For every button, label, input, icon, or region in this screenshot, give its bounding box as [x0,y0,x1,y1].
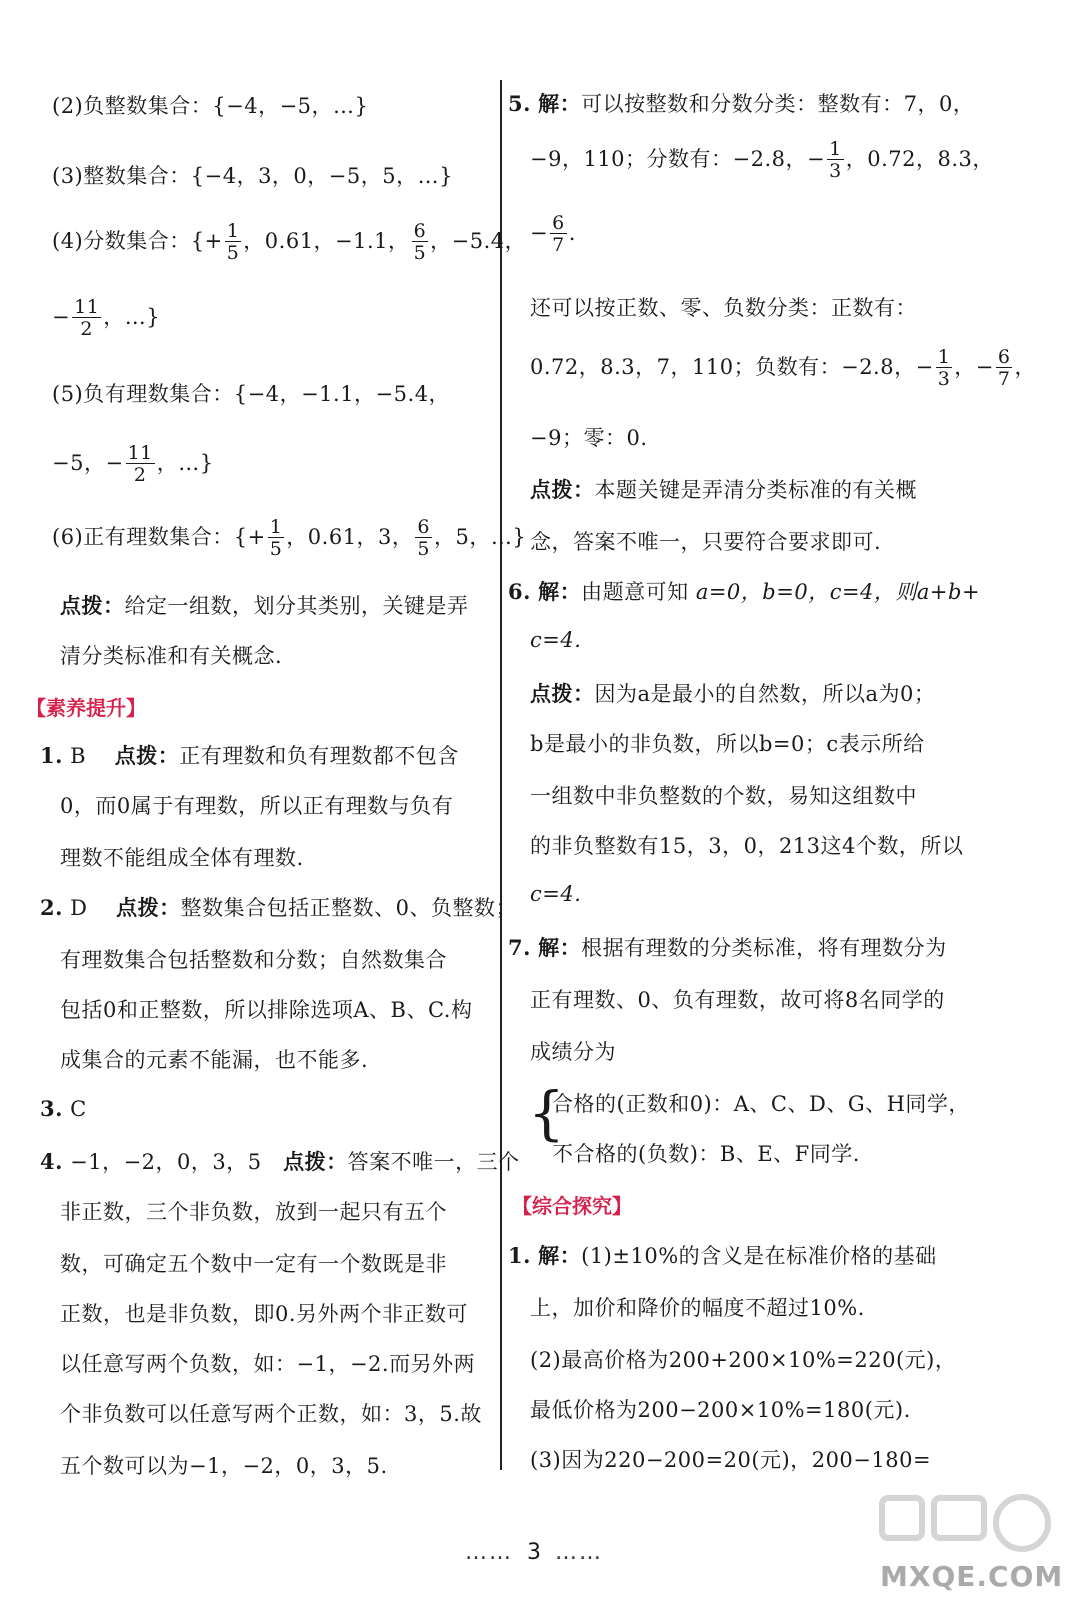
exploration-1-line-5: (3)因为220−200=20(元)，200−180= [530,1448,932,1472]
numerator: 1 [269,516,283,538]
text: ， [1014,355,1036,379]
question-number: 4. [40,1149,63,1174]
answer: C [70,1097,87,1121]
question-6 [508,576,980,606]
denominator: 5 [226,242,240,264]
denominator: 5 [269,538,283,560]
hint-line-2: 清分类标准和有关概念. [60,644,283,668]
answer-5-negative-rationals: (5)负有理数集合：{−4，−1.1，−5.4， [52,382,451,406]
question-5-hint [530,474,917,504]
solution-label: 解： [538,91,582,116]
question-2-line-2: 有理数集合包括整数和分数；自然数集合 [60,948,447,972]
question-5-hint-line-2: 念，答案不唯一，只要符合要求即可. [530,530,882,554]
answer-4-fractions [52,222,526,263]
text: ，…} [156,451,214,475]
question-4-line-5: 以任意写两个负数，如：−1，−2.而另外两 [60,1352,476,1376]
text: (6)正有理数集合：{+ [52,525,266,549]
fraction-1-5 [268,518,285,559]
question-number: 1. [40,743,63,768]
text: (1)±10%的含义是在标准价格的基础 [581,1244,937,1268]
denominator: 5 [417,538,431,560]
text: (4)分数集合：{+ [52,229,223,253]
question-1-line-3: 理数不能组成全体有理数. [60,846,304,870]
text: 0.72，8.3，7，110；负数有：−2.8，− [530,355,934,379]
question-6-hint-line-3: 一组数中非负整数的个数，易知这组数中 [530,784,917,808]
answer-3-integers: (3)整数集合：{−4，3，0，−5，5，…} [52,164,453,188]
solution-label: 解： [538,935,582,960]
numerator: 11 [127,442,153,464]
dots-left: …… [465,1540,513,1565]
numerator: 1 [226,220,240,242]
denominator: 7 [997,368,1011,390]
fraction-11-2 [72,298,101,339]
watermark-text: MXQE.COM [880,1560,1064,1593]
denominator: 3 [937,368,951,390]
answer: D [70,896,88,920]
hint-text: 答案不唯一，三个 [347,1150,520,1174]
question-3 [40,1096,87,1121]
question-6-hint-line-5: c=4. [530,882,582,906]
numerator: 6 [997,346,1011,368]
answer: B [70,744,87,768]
solution-label: 解： [538,1243,582,1268]
denominator: 5 [413,242,427,264]
fraction-6-5 [412,222,429,263]
text: ，− [954,355,994,379]
text: − [530,221,549,245]
denominator: 3 [829,160,842,182]
question-5-line-4: 还可以按正数、零、负数分类：正数有： [530,296,917,320]
hint-line-1 [60,590,469,620]
denominator: 2 [80,318,93,340]
column-divider [500,80,502,1470]
question-4-line-7: 五个数可以为−1，−2，0，3，5. [60,1454,388,1478]
question-number: 3. [40,1096,63,1121]
question-5-line-6: −9；零：0. [530,426,648,450]
numerator: 1 [829,138,842,160]
section-tag-literacy: 【素养提升】 [26,696,146,720]
exploration-1-line-3: (2)最高价格为200+200×10%=220(元)， [530,1348,957,1372]
text: ，5，…} [434,525,527,549]
answer-4-fractions-cont [52,298,160,339]
classification-fail: 不合格的(负数)：B、E、F同学. [552,1142,860,1166]
dots-right: …… [555,1540,603,1565]
text: ，…} [103,305,161,329]
text: ，0.72，8.3， [845,147,994,171]
question-6-hint [530,678,935,708]
text: −5，− [52,451,124,475]
question-5-line-5 [530,348,1036,389]
question-2-line-4: 成集合的元素不能漏，也不能多. [60,1048,369,1072]
text: ，0.61，−1.1， [243,229,410,253]
fraction-11-2 [126,444,155,485]
question-4-line-3: 数，可确定五个数中一定有一个数既是非 [60,1252,447,1276]
equation: a=0，b=0，c=4，则a+b+ [695,580,981,604]
question-number: 6. [508,579,531,604]
solution-label: 解： [538,579,582,604]
exploration-1-line-4: 最低价格为200−200×10%=180(元). [530,1398,911,1422]
answer-2-negative-integers: (2)负整数集合：{−4，−5，…} [52,94,369,118]
fraction-1-3 [936,348,953,389]
text: −9，110；分数有：−2.8，− [530,147,826,171]
text: . [568,221,576,245]
denominator: 2 [133,464,147,486]
fraction-6-7 [550,214,567,255]
numerator: 6 [413,220,427,242]
fraction-6-7 [996,348,1013,389]
hint-label: 点拨： [60,593,125,618]
numerator: 6 [552,212,565,234]
question-number: 5. [508,91,531,116]
answer-6-positive-rationals [52,518,526,559]
hint-label: 点拨： [530,681,595,706]
question-7-line-3: 成绩分为 [530,1040,616,1064]
question-4-line-6: 个非负数可以任意写两个正数，如：3，5.故 [60,1402,482,1426]
question-4-line-2: 非正数，三个非负数，放到一起只有五个 [60,1200,447,1224]
question-6-hint-line-4: 的非负整数有15，3，0，213这4个数，所以 [530,834,964,858]
question-6-line-2: c=4. [530,628,582,652]
question-number: 2. [40,895,63,920]
section-tag-comprehensive: 【综合探究】 [512,1194,632,1218]
hint-label: 点拨： [116,895,181,920]
question-2 [40,892,517,922]
question-number: 7. [508,935,531,960]
text: − [52,305,71,329]
question-7 [508,932,947,962]
fraction-1-3 [827,140,844,181]
hint-text: 本题关键是弄清分类标准的有关概 [594,478,917,502]
question-5 [508,88,974,118]
text: ，0.61，3， [286,525,414,549]
question-2-line-3: 包括0和正整数，所以排除选项A、B、C.构 [60,998,473,1022]
fraction-6-5 [415,518,432,559]
exploration-1-line-2: 上，加价和降价的幅度不超过10%. [530,1296,865,1320]
hint-label: 点拨： [283,1149,348,1174]
question-1-line-2: 0，而0属于有理数，所以正有理数与负有 [60,794,454,818]
fraction-1-5 [225,222,242,263]
hint-text: 正有理数和负有理数都不包含 [179,744,459,768]
exploration-1 [508,1240,937,1270]
text: 可以按整数和分数分类：整数有：7，0， [581,92,975,116]
hint-text: 给定一组数，划分其类别，关键是弄 [124,594,469,618]
question-6-hint-line-2: b是最小的非负数，所以b=0；c表示所给 [530,732,925,756]
hint-text: 因为a是最小的自然数，所以a为0； [594,682,936,706]
numerator: 11 [74,296,100,318]
numerator: 6 [417,516,431,538]
question-number: 1. [508,1243,531,1268]
hint-label: 点拨： [114,743,180,768]
answer-5-negative-rationals-cont [52,444,214,485]
question-7-line-2: 正有理数、0、负有理数，故可将8名同学的 [530,988,945,1012]
question-5-line-2 [530,140,994,181]
question-4-line-4: 正数，也是非负数，即0.另外两个非正数可 [60,1302,469,1326]
brace-icon: { [528,1079,565,1147]
hint-label: 点拨： [530,477,595,502]
numerator: 1 [937,346,951,368]
page-number: 3 [527,1540,541,1565]
text: ，−5.4， [430,229,527,253]
question-1 [40,740,459,770]
classification-pass: 合格的(正数和0)：A、C、D、G、H同学， [552,1092,970,1116]
text: 由题意可知 [581,580,689,604]
question-4 [40,1146,520,1176]
text: 根据有理数的分类标准，将有理数分为 [581,936,947,960]
denominator: 7 [552,234,565,256]
question-5-line-3 [530,214,576,255]
hint-text: 整数集合包括正整数、0、负整数； [180,896,518,920]
answer: −1，−2，0，3，5 [70,1150,262,1174]
